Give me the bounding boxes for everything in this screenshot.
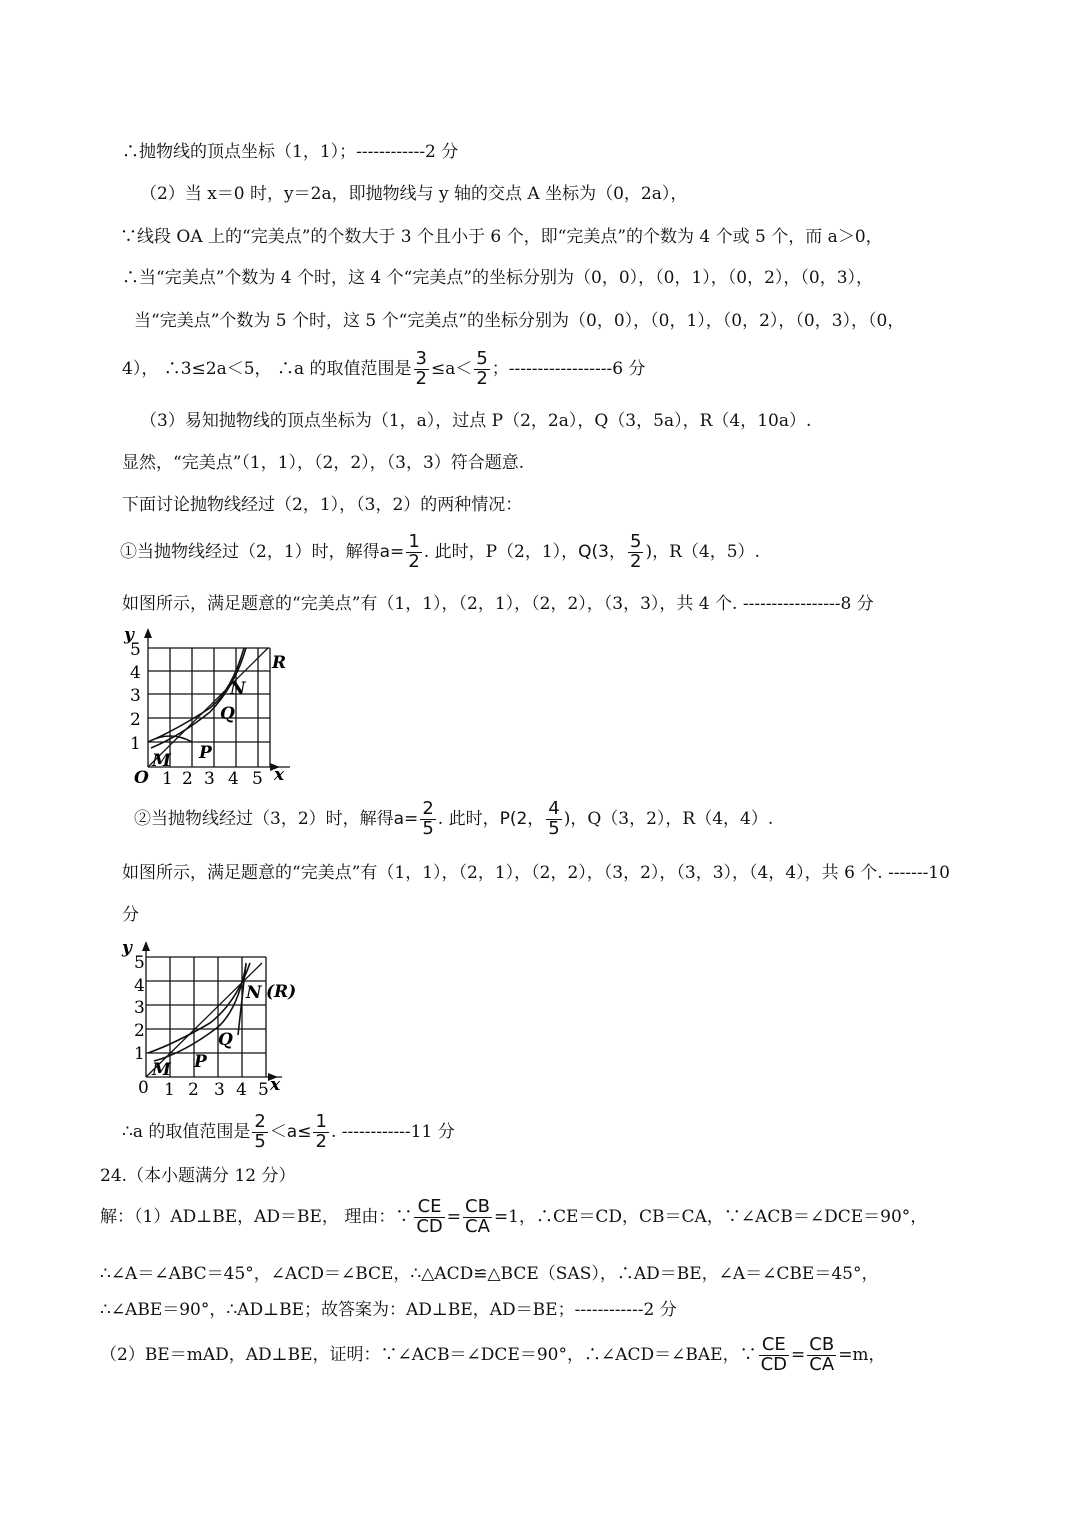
x2-tick-3: 3 [214,1080,225,1100]
point-r-label: R [272,653,287,673]
point-q-label: Q [220,704,235,724]
point-p-label: P [199,743,212,763]
x2-tick-2: 2 [188,1080,199,1100]
fraction-ce-cd-2: $\frac{CE}{CD}$ [760,1334,788,1375]
line-range-a [122,350,645,389]
graph-case-1 [110,620,310,790]
line-case-2: ②当抛物线经过（3，2）时，解得a= $\frac{2}{5}$ . 此时，P(2， $\frac{4}{5}$ )，Q（3，2），R（4，4）. [134,798,774,839]
origin-label: O [134,768,149,788]
fraction-5-2: $\frac{5}{2}$ [476,348,488,389]
y-tick-5: 5 [130,640,141,660]
line-q24-answer: ∴∠ABE＝90°，∴AD⊥BE；故答案为：AD⊥BE，AD＝BE；------------2 分 [100,1300,677,1320]
fraction-2-5: $\frac{2}{5}$ [422,798,434,839]
y-axis-label-2: y [122,938,132,958]
graph-case-2 [110,935,320,1100]
line-part2-intro: （2）当 x＝0 时，y＝2a，即抛物线与 y 轴的交点 A 坐标为（0，2a）， [140,184,688,204]
fraction-cb-ca: $\frac{CB}{CA}$ [465,1196,490,1237]
fraction-3-2: $\frac{3}{2}$ [415,348,427,389]
point-m-label: M [152,751,171,771]
fraction-2-5-range: $\frac{2}{5}$ [254,1111,266,1152]
line-case-2-result: 如图所示，满足题意的“完美点”有（1，1），（2，1），（2，2），（3，2），（3，3），（4，4），共 6 个. -------10 [122,863,950,883]
line-case-1-result: 如图所示，满足题意的“完美点”有（1，1），（2，1），（2，2），（3，3），共 4 个. -----------------8 分 [122,594,874,614]
range-mid: ≤a＜ [430,358,473,379]
question-24-heading: 24.（本小题满分 12 分） [100,1166,296,1186]
point-n-label: N [230,679,246,699]
line-five-points: 当“完美点”个数为 5 个时，这 5 个“完美点”的坐标分别为（0，0），（0，1），（0，2），（0，3），（0， [134,311,905,331]
fraction-1-2: $\frac{1}{2}$ [408,531,420,572]
line-q24-part2: （2）BE＝mAD，AD⊥BE，证明：∵∠ACB＝∠DCE＝90°，∴∠ACD＝∠BAE，∵ $\frac{CE}{CD}$ = $\frac{CB}{CA}$ =m， [100,1334,886,1375]
y2-tick-3: 3 [134,998,145,1018]
point2-r-label: (R) [266,982,297,1002]
x-tick-5: 5 [252,769,263,789]
y-tick-2: 2 [130,710,141,730]
point2-n-label: N [246,983,262,1003]
line-four-points: ∴当“完美点”个数为 4 个时，这 4 个“完美点”的坐标分别为（0，0），（0，1），（0，2），（0，3）， [122,268,874,288]
fraction-4-5: $\frac{4}{5}$ [548,798,560,839]
line-case-2-score: 分 [122,905,139,925]
x-axis-label-2: x [270,1075,281,1095]
line-case-1: ①当抛物线经过（2，1）时，解得a= $\frac{1}{2}$ . 此时，P（2，1），Q(3， $\frac{5}{2}$ )，R（4，5）. [120,531,760,572]
range-score: ；------------------6 分 [491,358,646,379]
y-tick-1: 1 [130,734,141,754]
fraction-1-2-range: $\frac{1}{2}$ [315,1111,327,1152]
y-axis-label: y [124,625,134,645]
x-tick-3: 3 [204,769,215,789]
line-q24-part1: 解：（1）AD⊥BE，AD＝BE， 理由：∵ $\frac{CE}{CD}$ = $\frac{CB}{CA}$ =1，∴CE＝CD，CB＝CA，∵∠ACB＝∠DCE＝90°， [100,1196,928,1237]
y2-tick-5: 5 [134,953,145,973]
line-final-range: ∴a 的取值范围是 $\frac{2}{5}$ ＜a≤ $\frac{1}{2}$ . ------------11 分 [122,1111,455,1152]
point2-q-label: Q [218,1030,233,1050]
x2-tick-5: 5 [258,1080,269,1100]
y2-tick-4: 4 [134,976,145,996]
y-tick-4: 4 [130,663,141,683]
range-text: 4）， ∴3≤2a＜5， ∴a 的取值范围是 [122,358,412,379]
y-tick-3: 3 [130,686,141,706]
x-tick-4: 4 [228,769,239,789]
x2-tick-1: 1 [164,1080,175,1100]
x-axis-label: x [274,765,285,785]
y2-tick-1: 1 [134,1044,145,1064]
line-vertex: ∴抛物线的顶点坐标（1，1）；------------2 分 [122,142,459,162]
x-tick-1: 1 [162,769,173,789]
x-tick-2: 2 [182,769,193,789]
line-discuss-cases: 下面讨论抛物线经过（2，1），（3，2）的两种情况： [122,495,523,515]
y2-tick-2: 2 [134,1021,145,1041]
line-q24-congruent: ∴∠A＝∠ABC＝45°，∠ACD＝∠BCE，∴△ACD≌△BCE（SAS），∴AD＝BE，∠A＝∠CBE＝45°， [100,1264,879,1284]
origin-label-2: 0 [138,1078,149,1098]
point2-p-label: P [194,1052,207,1072]
point2-m-label: M [152,1060,171,1080]
x2-tick-4: 4 [236,1080,247,1100]
fraction-cb-ca-2: $\frac{CB}{CA}$ [809,1334,835,1375]
fraction-ce-cd: $\frac{CE}{CD}$ [416,1196,443,1237]
line-part3-intro: （3）易知抛物线的顶点坐标为（1，a），过点 P（2，2a），Q（3，5a），R（4，10a）. [140,411,812,431]
line-segment-oa: ∵线段 OA 上的“完美点”的个数大于 3 个且小于 6 个，即“完美点”的个数为 4 个或 5 个，而 a＞0， [120,227,883,247]
fraction-5-2-q: $\frac{5}{2}$ [630,531,642,572]
line-obvious-points: 显然，“完美点”（1，1），（2，2），（3，3）符合题意. [122,453,525,473]
